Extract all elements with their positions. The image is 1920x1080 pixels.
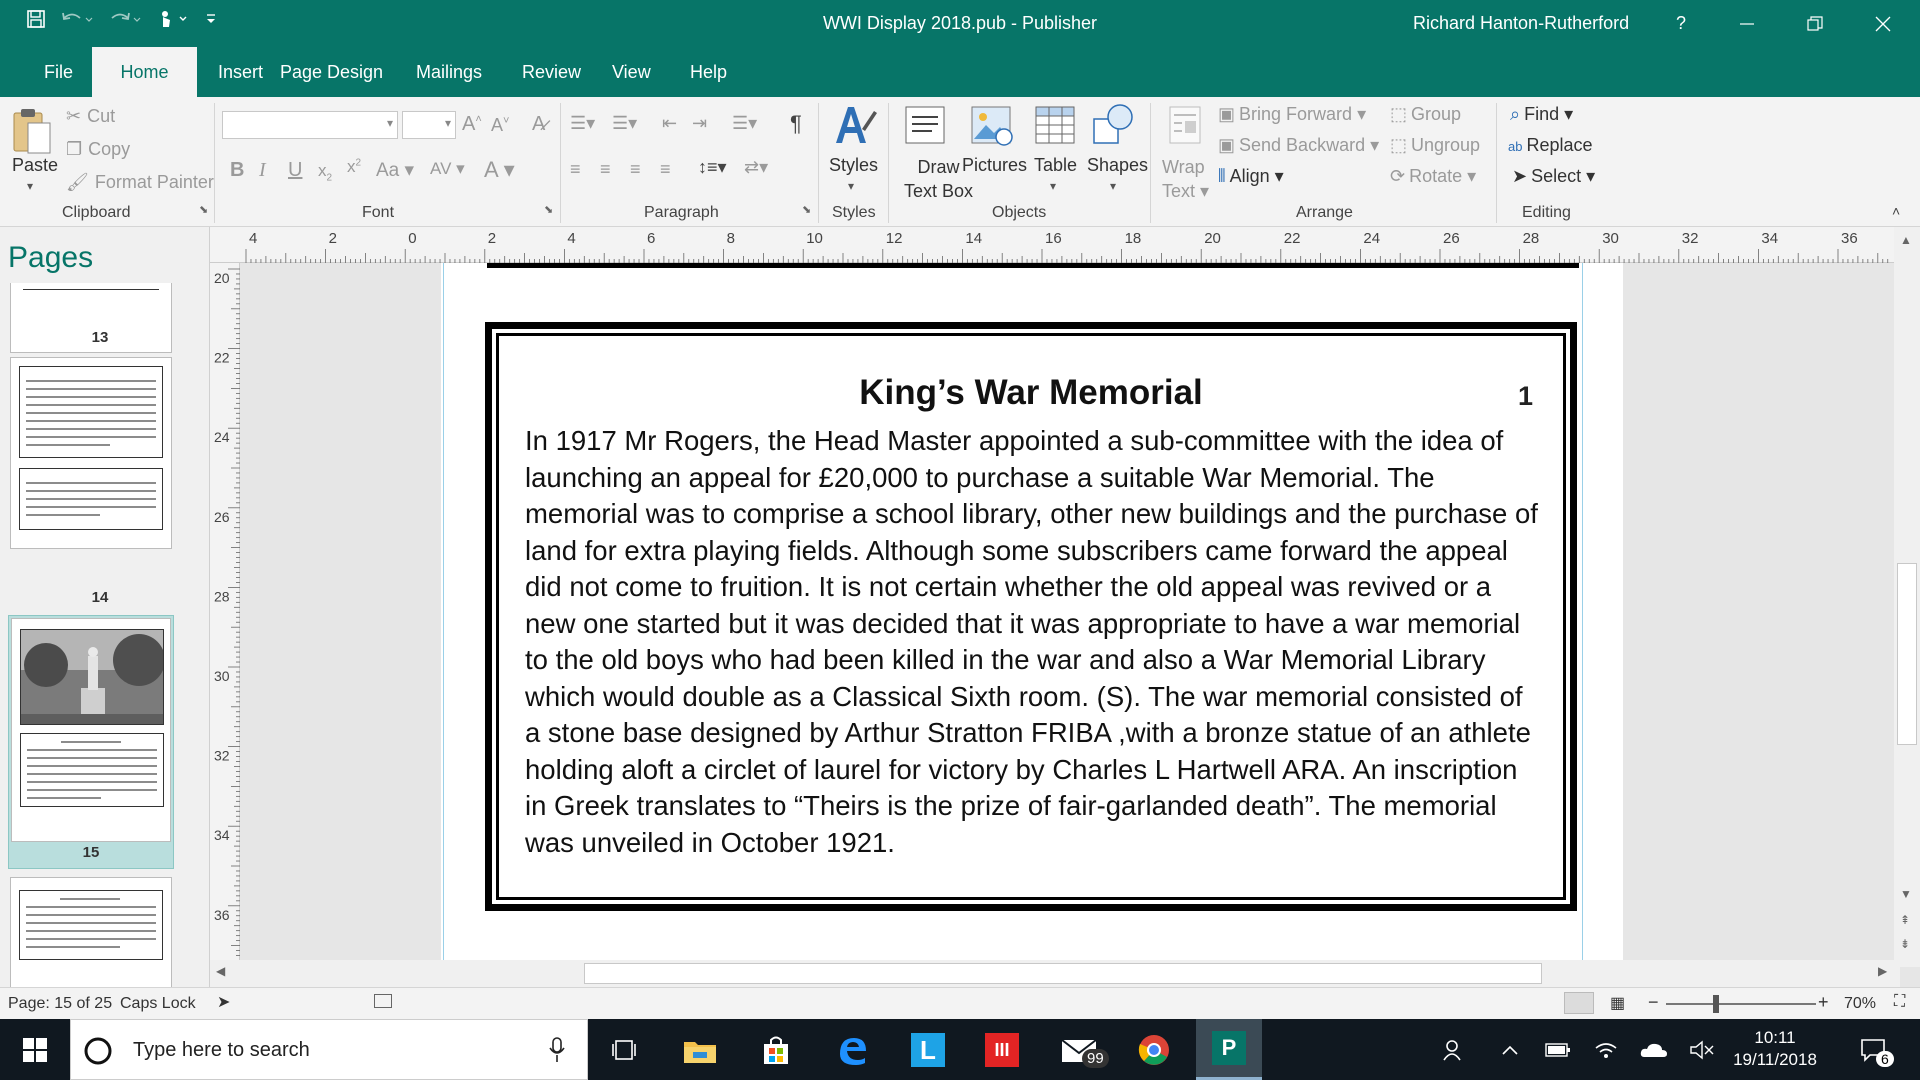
- chrome-icon[interactable]: [1124, 1019, 1184, 1080]
- find-icon: ⌕: [1510, 104, 1521, 124]
- chevron-down-icon[interactable]: ▾: [848, 179, 855, 193]
- save-icon[interactable]: [26, 9, 46, 29]
- ruler-label: 26: [1443, 230, 1460, 247]
- page-number-13: 13: [91, 329, 109, 346]
- horizontal-scroll-thumb[interactable]: [584, 963, 1542, 984]
- ungroup-button[interactable]: [1390, 135, 1480, 156]
- draw-text-box-icon[interactable]: [904, 105, 946, 150]
- send-backward-icon: ▣: [1218, 135, 1236, 155]
- font-size-box[interactable]: [402, 111, 456, 139]
- chevron-down-icon[interactable]: ▾: [1110, 179, 1117, 193]
- clipboard-group-label: Clipboard: [62, 204, 131, 221]
- ruler-label: 22: [1283, 230, 1301, 247]
- chevron-down-icon: ▾: [386, 116, 393, 130]
- vertical-ruler[interactable]: [210, 263, 240, 967]
- ruler-label: 0: [408, 230, 417, 247]
- page-number-15: 15: [82, 844, 100, 861]
- send-backward-label: Send Backward: [1239, 135, 1366, 155]
- notification-badge: 6: [1876, 1051, 1894, 1067]
- fit-page-icon[interactable]: ⛶: [1894, 993, 1906, 1010]
- page-number-14: 14: [91, 589, 109, 606]
- caps-lock-indicator: Caps Lock: [120, 995, 196, 1012]
- arrange-group-label: Arrange: [1296, 204, 1353, 221]
- ruler-label: 20: [1204, 230, 1221, 247]
- change-case-icon[interactable]: Aa ▾: [376, 160, 415, 181]
- zoom-level[interactable]: 70%: [1844, 995, 1877, 1012]
- cortana-icon: [83, 1036, 113, 1066]
- ruler-label: 34: [1761, 230, 1779, 247]
- task-view-icon[interactable]: [596, 1019, 652, 1080]
- zoom-slider[interactable]: [1666, 1003, 1816, 1005]
- rotate-label: Rotate: [1409, 166, 1463, 186]
- ruler-label: 20: [214, 270, 230, 286]
- cut-label: Cut: [87, 106, 116, 126]
- ruler-label: 34: [214, 827, 230, 844]
- page-thumbnail-14[interactable]: [10, 357, 172, 549]
- rotate-button[interactable]: ⟳ Rotate ▾: [1390, 166, 1477, 186]
- tab-mailings[interactable]: Mailings: [416, 62, 483, 82]
- ribbon-separator: [560, 103, 561, 223]
- ribbon-separator: [214, 103, 215, 223]
- shapes-button[interactable]: Shapes: [1087, 155, 1149, 175]
- ruler-label: 6: [647, 230, 656, 247]
- underline-icon[interactable]: U: [288, 159, 303, 181]
- window-title: WWI Display 2018.pub - Publisher: [822, 13, 1098, 33]
- scroll-up-icon[interactable]: ▲: [1900, 233, 1912, 247]
- draw-text-box-label-1: Draw: [917, 157, 960, 177]
- font-group-label: Font: [362, 204, 395, 221]
- align-center-icon[interactable]: ≡: [600, 159, 611, 179]
- group-label: Group: [1411, 104, 1462, 124]
- tab-review[interactable]: Review: [522, 62, 582, 82]
- ruler-label: 10: [806, 230, 823, 247]
- mail-icon[interactable]: [1046, 1019, 1112, 1080]
- ruler-label: 24: [214, 429, 230, 446]
- app-l-icon[interactable]: L: [898, 1019, 958, 1080]
- vertical-ruler-scale: [210, 263, 240, 967]
- align-button[interactable]: ⫴ Align ▾: [1218, 166, 1284, 186]
- search-placeholder: Type here to search: [133, 1039, 310, 1061]
- show-hidden-icons-icon[interactable]: [1492, 1019, 1528, 1080]
- ribbon-separator: [1496, 103, 1497, 223]
- user-name[interactable]: Richard Hanton-Rutherford: [1413, 13, 1630, 33]
- quick-access-toolbar: [26, 8, 218, 30]
- edge-browser-icon[interactable]: [822, 1019, 882, 1080]
- pages-pane: [0, 227, 210, 987]
- close-icon: [1875, 16, 1891, 32]
- bring-forward-label: Bring Forward: [1239, 104, 1353, 124]
- font-name-box[interactable]: [222, 111, 398, 139]
- find-button[interactable]: ⌕ Find ▾: [1510, 104, 1574, 124]
- restore-icon: [1807, 16, 1823, 32]
- format-painter-label: Format Painter: [94, 172, 214, 192]
- rotate-icon: ⟳: [1390, 166, 1406, 186]
- align-label: Align: [1229, 166, 1270, 186]
- table-icon[interactable]: [1034, 105, 1076, 150]
- horizontal-ruler-scale: [210, 227, 1900, 263]
- decrease-indent-icon[interactable]: ⇤: [662, 113, 678, 133]
- cursor-position-icon: ➤: [217, 994, 231, 1011]
- clock[interactable]: [1730, 1027, 1820, 1071]
- page-indicator[interactable]: Page: 15 of 25: [8, 995, 113, 1012]
- character-spacing-icon[interactable]: AV ▾: [430, 159, 465, 178]
- next-page-icon[interactable]: ⇟: [1900, 937, 1911, 951]
- restore-button[interactable]: [1784, 0, 1846, 47]
- ruler-label: 28: [214, 588, 230, 605]
- copy-label: Copy: [88, 139, 131, 159]
- scroll-left-icon[interactable]: ◀: [216, 964, 226, 978]
- volume-muted-icon[interactable]: [1682, 1019, 1722, 1080]
- send-backward-button[interactable]: ▣ Send Backward ▾: [1218, 135, 1380, 155]
- wrap-text-button[interactable]: [1162, 155, 1209, 203]
- ribbon-separator: [818, 103, 819, 223]
- vertical-scrollbar[interactable]: [1894, 227, 1920, 967]
- windows-logo-icon: [23, 1038, 47, 1062]
- text-direction-icon[interactable]: ⇄▾: [744, 157, 769, 177]
- redo-icon[interactable]: [108, 9, 142, 29]
- close-button[interactable]: [1852, 0, 1914, 47]
- minimize-button[interactable]: [1716, 0, 1778, 47]
- wrap-text-label-2: Text ▾: [1162, 181, 1210, 201]
- title-bar: [0, 0, 1920, 47]
- replace-icon: ab: [1508, 139, 1523, 154]
- paragraph-group-label: Paragraph: [644, 204, 719, 221]
- chevron-down-icon: ▾: [444, 116, 451, 130]
- margin-guide: [443, 263, 444, 967]
- styles-button[interactable]: Styles: [829, 155, 879, 175]
- document-canvas[interactable]: [240, 263, 1894, 967]
- windows-taskbar: [0, 1019, 1920, 1080]
- paste-dropdown-icon[interactable]: ▾: [27, 179, 34, 193]
- align-icon: ⫴: [1218, 166, 1226, 186]
- ungroup-icon: ⬚: [1390, 135, 1408, 155]
- battery-icon[interactable]: [1538, 1019, 1578, 1080]
- ruler-label: 32: [1681, 230, 1699, 247]
- previous-frame-border: [487, 263, 1579, 268]
- page-thumbnail-15-selected[interactable]: [8, 615, 174, 869]
- numbering-icon[interactable]: ☰▾: [612, 113, 638, 133]
- ribbon-separator: [888, 103, 889, 223]
- clipboard-launcher-icon[interactable]: ⬊: [199, 204, 209, 216]
- font-color-icon[interactable]: A ▾: [484, 157, 515, 182]
- horizontal-ruler[interactable]: [210, 227, 1900, 263]
- people-icon[interactable]: [1434, 1019, 1474, 1080]
- microsoft-store-icon[interactable]: [746, 1019, 806, 1080]
- superscript-icon[interactable]: $x^2$: [347, 157, 362, 176]
- ruler-label: 2: [328, 230, 337, 247]
- shapes-icon[interactable]: [1090, 103, 1138, 152]
- shrink-font-icon[interactable]: A˅: [491, 115, 510, 135]
- tab-home[interactable]: Home: [92, 47, 197, 97]
- copy-icon: ❐: [66, 139, 83, 159]
- group-button[interactable]: [1390, 104, 1461, 125]
- ruler-label: 16: [1045, 230, 1062, 247]
- horizontal-scrollbar[interactable]: [210, 960, 1900, 987]
- select-icon: ➤: [1512, 166, 1528, 186]
- ruler-label: 36: [214, 906, 230, 923]
- wifi-icon[interactable]: [1586, 1019, 1626, 1080]
- action-center-icon[interactable]: [1848, 1019, 1898, 1080]
- pictures-button[interactable]: Pictures: [962, 155, 1028, 175]
- font-launcher-icon[interactable]: ⬊: [544, 204, 554, 216]
- page-thumbnail-16[interactable]: [10, 877, 172, 987]
- ribbon: [0, 97, 1920, 227]
- align-right-icon[interactable]: ≡: [630, 159, 641, 179]
- article-title[interactable]: King’s War Memorial: [859, 373, 1203, 412]
- ruler-label: 8: [726, 230, 735, 247]
- paste-icon[interactable]: [12, 105, 52, 157]
- clock-date: 19/11/2018: [1733, 1050, 1817, 1069]
- bold-icon[interactable]: B: [230, 159, 245, 181]
- justify-icon[interactable]: ≡: [660, 159, 671, 179]
- draw-text-box-label-2: Text Box: [904, 181, 974, 201]
- styles-icon[interactable]: [830, 103, 878, 147]
- article-body[interactable]: In 1917 Mr Rogers, the Head Master appointed a sub-committee with the idea of launching an appeal for £20,000 to purchase a suitable War Memorial. The memorial was to comprise a school library, other new buildings and the purchase of land for extra playing fields. Although some subscribers came forward the appeal did not come to fruition. It is not certain whether the old appeal was revived or a new one started but it was decided that it was appropriate to have a war memorial to the old boys who had been killed in the war and also a War Memorial Library which would double as a Classical Sixth room. (S). The war memorial consisted of a stone base designed by Arthur Stratton FRIBA ,with a bronze statue of an athlete holding aloft a circlet of laurel for victory by Charles L Hartwell ARA. An inscription in Greek translates to “Theirs is the prize of fair-garlanded death”. The memorial was unveiled in October 1921.: [525, 425, 1538, 858]
- editing-group-label: Editing: [1522, 204, 1571, 221]
- wrap-text-label-1: Wrap: [1162, 157, 1205, 177]
- objects-group-label: Objects: [992, 204, 1047, 221]
- bring-forward-icon: ▣: [1218, 104, 1236, 124]
- italic-icon[interactable]: I: [259, 159, 266, 181]
- format-painter-button[interactable]: [66, 172, 214, 193]
- zoom-out-icon[interactable]: −: [1648, 992, 1659, 1012]
- bullets-icon[interactable]: ☰▾: [570, 113, 596, 133]
- ruler-label: 14: [965, 230, 983, 247]
- text-frame[interactable]: [485, 322, 1577, 911]
- show-formatting-marks-icon[interactable]: ¶: [790, 111, 802, 136]
- tab-file[interactable]: File: [44, 62, 74, 82]
- help-label: ?: [1675, 13, 1686, 33]
- table-button[interactable]: Table: [1034, 155, 1078, 175]
- wrap-text-icon[interactable]: [1168, 105, 1202, 150]
- increase-indent-icon[interactable]: ⇥: [692, 113, 708, 133]
- text-frame-inner-border: [496, 333, 1566, 900]
- single-page-view-icon[interactable]: [1564, 992, 1594, 1014]
- tab-insert[interactable]: Insert: [218, 62, 264, 82]
- chevron-down-icon[interactable]: ▾: [1050, 179, 1057, 193]
- previous-page-icon[interactable]: ⇞: [1900, 913, 1911, 927]
- two-page-view-icon[interactable]: ▦: [1610, 995, 1626, 1012]
- pictures-icon[interactable]: [970, 105, 1014, 152]
- zoom-in-icon[interactable]: +: [1818, 992, 1829, 1012]
- ruler-label: 2: [487, 230, 497, 247]
- cut-icon: ✂: [66, 106, 82, 126]
- copy-button[interactable]: [66, 139, 130, 160]
- ruler-label: 36: [1841, 230, 1858, 247]
- microphone-icon[interactable]: [547, 1036, 567, 1064]
- paste-button[interactable]: Paste: [12, 155, 59, 175]
- align-left-icon[interactable]: ≡: [570, 159, 581, 179]
- status-bar: [0, 987, 1920, 1019]
- ruler-label: 32: [214, 747, 230, 764]
- file-explorer-icon[interactable]: [670, 1019, 730, 1080]
- tab-help[interactable]: Help: [690, 62, 728, 82]
- minimize-icon: [1739, 16, 1755, 32]
- help-button[interactable]: [1650, 0, 1712, 47]
- collapse-ribbon-icon[interactable]: ˄: [1892, 203, 1901, 219]
- ruler-label: 18: [1124, 230, 1142, 247]
- select-label: Select: [1531, 166, 1582, 186]
- ribbon-separator: [1150, 103, 1151, 223]
- group-icon: ⬚: [1390, 104, 1408, 124]
- ruler-label: 26: [214, 508, 230, 525]
- ruler-label: 4: [567, 230, 576, 247]
- margin-guide: [1582, 263, 1583, 967]
- styles-group-label: Styles: [832, 204, 876, 221]
- format-painter-icon: 🖌: [66, 172, 89, 192]
- ruler-label: 22: [214, 349, 230, 366]
- ruler-label: 12: [885, 230, 903, 247]
- clear-formatting-icon[interactable]: A̷: [532, 113, 546, 135]
- grow-font-icon[interactable]: A˄: [462, 113, 482, 135]
- undo-icon[interactable]: [60, 9, 94, 29]
- replace-label: Replace: [1526, 135, 1593, 155]
- columns-icon[interactable]: ☰▾: [732, 113, 758, 133]
- ruler-label: 30: [214, 668, 230, 684]
- touch-mode-icon[interactable]: [156, 8, 190, 30]
- article-number[interactable]: 1: [1517, 381, 1533, 411]
- ribbon-tabs: [0, 47, 1920, 97]
- scroll-down-icon[interactable]: ▼: [1900, 887, 1912, 901]
- line-spacing-icon[interactable]: ↕≡▾: [698, 157, 727, 177]
- ruler-label: 28: [1522, 230, 1540, 247]
- ungroup-label: Ungroup: [1411, 135, 1481, 155]
- tab-page-design[interactable]: Page Design: [280, 62, 384, 82]
- publisher-taskbar-icon[interactable]: P: [1196, 1019, 1262, 1080]
- ruler-label: 4: [249, 230, 258, 247]
- subscript-icon[interactable]: $x_2$: [318, 161, 333, 184]
- customize-toolbar-icon[interactable]: [204, 9, 218, 29]
- tab-view[interactable]: View: [612, 62, 651, 82]
- vertical-scroll-thumb[interactable]: [1897, 563, 1917, 745]
- zoom-slider-thumb[interactable]: [1713, 995, 1719, 1013]
- scroll-right-icon[interactable]: ▶: [1878, 964, 1888, 978]
- bring-forward-button[interactable]: ▣ Bring Forward ▾: [1218, 104, 1367, 124]
- object-size-icon: [374, 994, 392, 1008]
- red-app-icon[interactable]: III: [972, 1019, 1032, 1080]
- replace-button[interactable]: [1508, 135, 1593, 156]
- ruler-label: 30: [1602, 230, 1619, 247]
- ruler-label: 24: [1363, 230, 1381, 247]
- start-button[interactable]: [0, 1019, 70, 1080]
- find-label: Find: [1524, 104, 1560, 124]
- paragraph-launcher-icon[interactable]: ⬊: [802, 204, 812, 216]
- search-box[interactable]: [70, 1019, 588, 1080]
- cut-button[interactable]: [66, 106, 115, 127]
- select-button[interactable]: ➤ Select ▾: [1512, 166, 1596, 186]
- memorial-photo-thumbnail: [20, 629, 164, 725]
- mail-badge: 99: [1082, 1049, 1109, 1068]
- clock-time: 10:11: [1754, 1028, 1796, 1047]
- pages-pane-title: Pages: [8, 241, 94, 274]
- onedrive-icon[interactable]: [1634, 1019, 1674, 1080]
